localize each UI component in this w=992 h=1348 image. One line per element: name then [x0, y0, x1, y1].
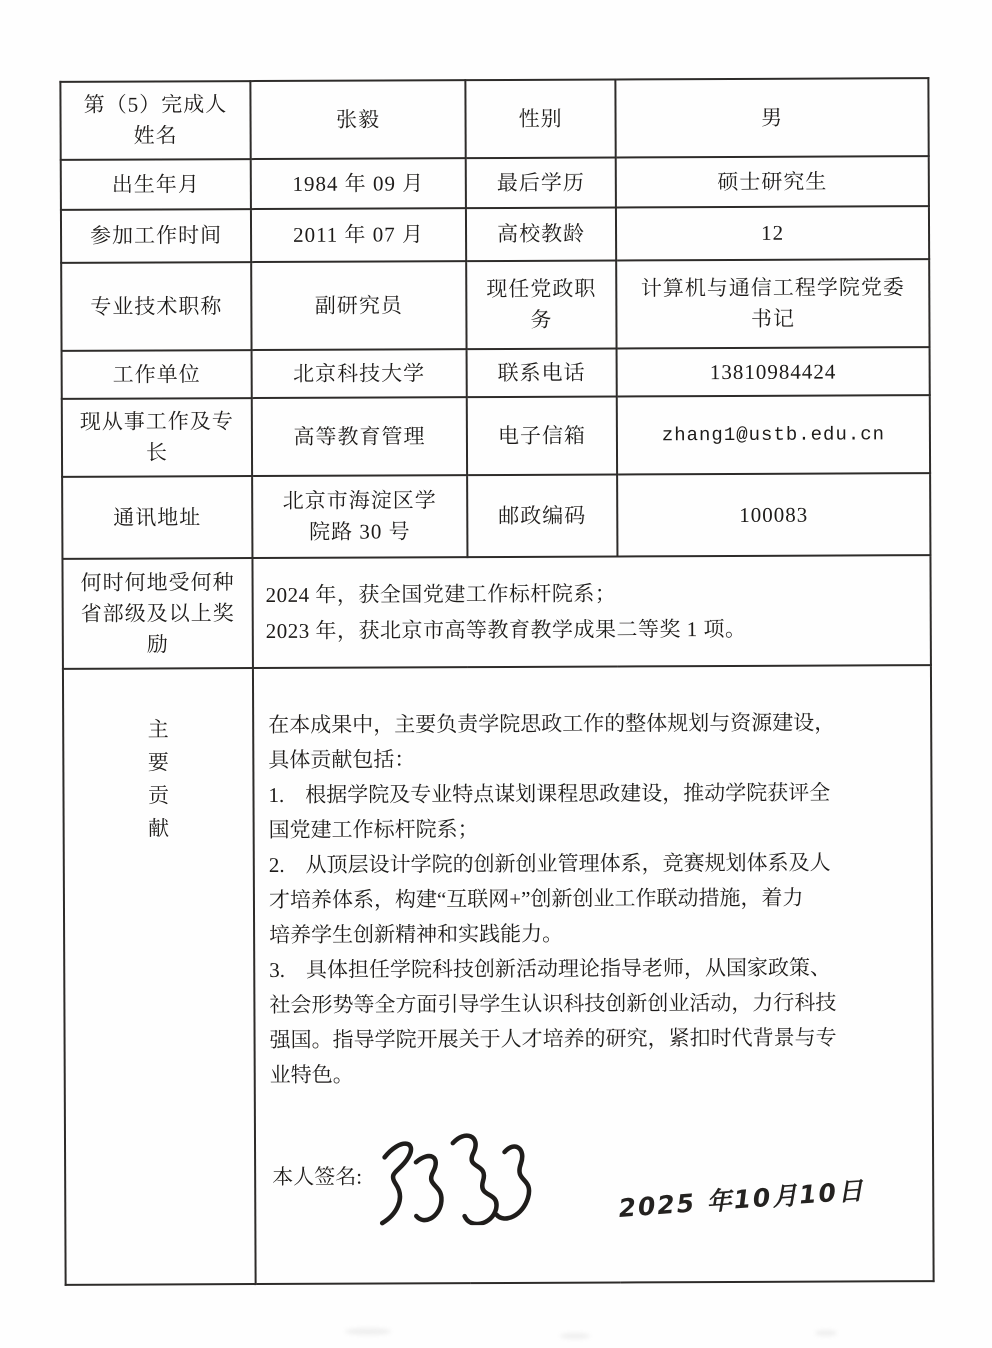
employer-label: 工作单位 — [62, 350, 252, 399]
last-degree-value: 硕士研究生 — [616, 156, 929, 207]
main-contribution-cell — [253, 665, 934, 1284]
email-label: 电子信箱 — [467, 396, 617, 475]
postal-code-value: 100083 — [617, 473, 930, 556]
awards-value: 2024 年，获全国党建工作标杆院系； 2023 年，获北京市高等教育教学成果二等奖 1 项。 — [252, 555, 930, 668]
gender-value: 男 — [615, 78, 928, 157]
gender-label: 性别 — [465, 79, 615, 158]
address-value: 北京市海淀区学 院路 30 号 — [252, 475, 467, 558]
teaching-years-label: 高校教龄 — [466, 207, 616, 261]
completer-name-label: 第（5）完成人 姓名 — [60, 81, 250, 160]
professional-title-value: 副研究员 — [251, 261, 466, 350]
completer-name-value: 张毅 — [250, 80, 465, 159]
scan-artifact — [560, 1333, 590, 1339]
work-start-label: 参加工作时间 — [61, 209, 251, 263]
birth-date-label: 出生年月 — [61, 159, 251, 210]
party-position-label: 现任党政职 务 — [466, 260, 616, 349]
table-row — [62, 473, 930, 559]
handwritten-date: 2025 年10月10日 — [617, 1175, 866, 1224]
scan-artifact — [815, 1330, 837, 1336]
signature-block — [270, 1127, 923, 1252]
main-contribution-label: 主 要 贡 献 — [63, 668, 256, 1285]
professional-title-label: 专业技术职称 — [61, 262, 251, 351]
current-work-value: 高等教育管理 — [252, 397, 467, 476]
awards-label: 何时何地受何种 省部级及以上奖 励 — [62, 558, 252, 669]
current-work-label: 现从事工作及专 长 — [62, 398, 252, 477]
signature-label: 本人签名: — [272, 1164, 363, 1189]
employer-value: 北京科技大学 — [252, 349, 467, 398]
table-row — [62, 555, 930, 669]
party-position-value: 计算机与通信工程学院党委 书记 — [616, 259, 929, 348]
phone-value: 13810984424 — [617, 347, 930, 396]
birth-date-value: 1984 年 09 月 — [251, 158, 466, 209]
handwritten-signature — [358, 1125, 543, 1226]
address-label: 通讯地址 — [62, 476, 252, 559]
phone-label: 联系电话 — [467, 348, 617, 397]
scan-artifact — [345, 1328, 391, 1335]
table-row — [63, 665, 934, 1285]
contribution-text: 在本成果中，主要负责学院思政工作的整体规划与资源建设， 具体贡献包括： 1. 根据学院及专业特点谋划课程思政建设，推动学院获评全 国党建工作标杆院系； 2. 从顶层设计学院的创新创业管理体系，竞赛规划体系及人 才培养体系，构建“互联网+”创新创业工作联动措施，着力 培养学生创新精神和实践能力。 3. 具体担任学院科技创新活动理论指导老师，从国家政策、 社会形势等全方面引导学生认识科技创新创业活动，力行科技 强国。指导学院开展关于人才培养的研究，紧扣时代背景与专 业特色。 — [268, 710, 837, 1087]
table-row — [62, 395, 930, 477]
table-row — [61, 206, 929, 263]
table-row — [62, 347, 930, 399]
work-start-value: 2011 年 07 月 — [251, 208, 466, 262]
table-row — [61, 156, 929, 210]
email-value: zhang1@ustb.edu.cn — [617, 395, 930, 474]
table-row — [61, 259, 929, 351]
teaching-years-value: 12 — [616, 206, 929, 260]
postal-code-label: 邮政编码 — [467, 474, 617, 557]
table-row — [60, 78, 928, 160]
last-degree-label: 最后学历 — [466, 157, 616, 208]
completer-info-table — [59, 77, 934, 1286]
